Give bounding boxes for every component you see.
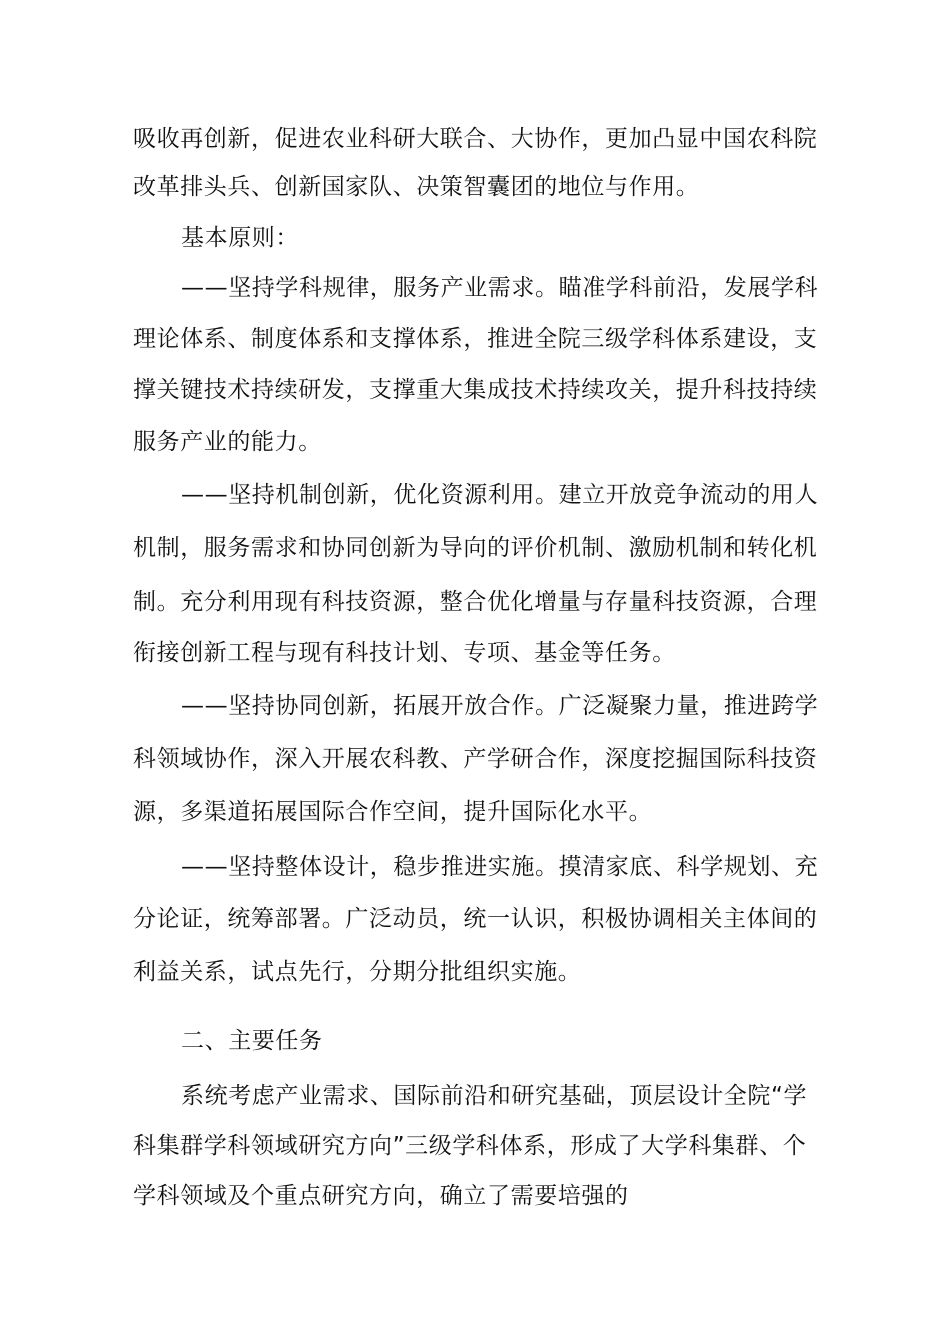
intro-line: 改革排头兵、创新国家队、决策智囊团的地位与作用。 (133, 174, 700, 200)
principle-4-line: ——坚持整体设计，稳步推进实施。摸清家底、科学规划、充 (181, 854, 819, 880)
principle-4-line: 利益关系，试点先行，分期分批组织实施。 (133, 959, 582, 985)
principle-1-line: 服务产业的能力。 (133, 429, 322, 455)
principle-2-line: 制。充分利用现有科技资源，整合优化增量与存量科技资源，合理 (133, 589, 818, 615)
principle-4-line: 分论证，统筹部署。广泛动员，统一认识，积极协调相关主体间的 (133, 906, 818, 932)
intro-line: 吸收再创新，促进农业科研大联合、大协作，更加凸显中国农科院 (133, 126, 818, 152)
tasks-line: 学科领域及个重点研究方向，确立了需要培强的 (133, 1183, 629, 1209)
principles-heading: 基本原则： (181, 225, 299, 251)
principle-3-line: 科领域协作，深入开展农科教、产学研合作，深度挖掘国际科技资 (133, 746, 818, 772)
principle-2-line: ——坚持机制创新，优化资源利用。建立开放竞争流动的用人 (181, 482, 819, 508)
principle-3-line: 源，多渠道拓展国际合作空间，提升国际化水平。 (133, 799, 653, 825)
tasks-line: 系统考虑产业需求、国际前沿和研究基础，顶层设计全院“学 (181, 1083, 808, 1109)
principle-1-line: ——坚持学科规律，服务产业需求。瞄准学科前沿，发展学科 (181, 275, 819, 301)
principle-2-line: 机制，服务需求和协同创新为导向的评价机制、激励机制和转化机 (133, 535, 818, 561)
principle-1-line: 理论体系、制度体系和支撑体系，推进全院三级学科体系建设，支 (133, 326, 818, 352)
principle-1-line: 撑关键技术持续研发，支撑重大集成技术持续攻关，提升科技持续 (133, 377, 818, 403)
tasks-line: 科集群学科领域研究方向”三级学科体系，形成了大学科集群、个 (133, 1133, 807, 1159)
principle-2-line: 衔接创新工程与现有科技计划、专项、基金等任务。 (133, 640, 676, 666)
principle-3-line: ——坚持协同创新，拓展开放合作。广泛凝聚力量，推进跨学 (181, 693, 819, 719)
section-heading: 二、主要任务 (181, 1028, 323, 1054)
